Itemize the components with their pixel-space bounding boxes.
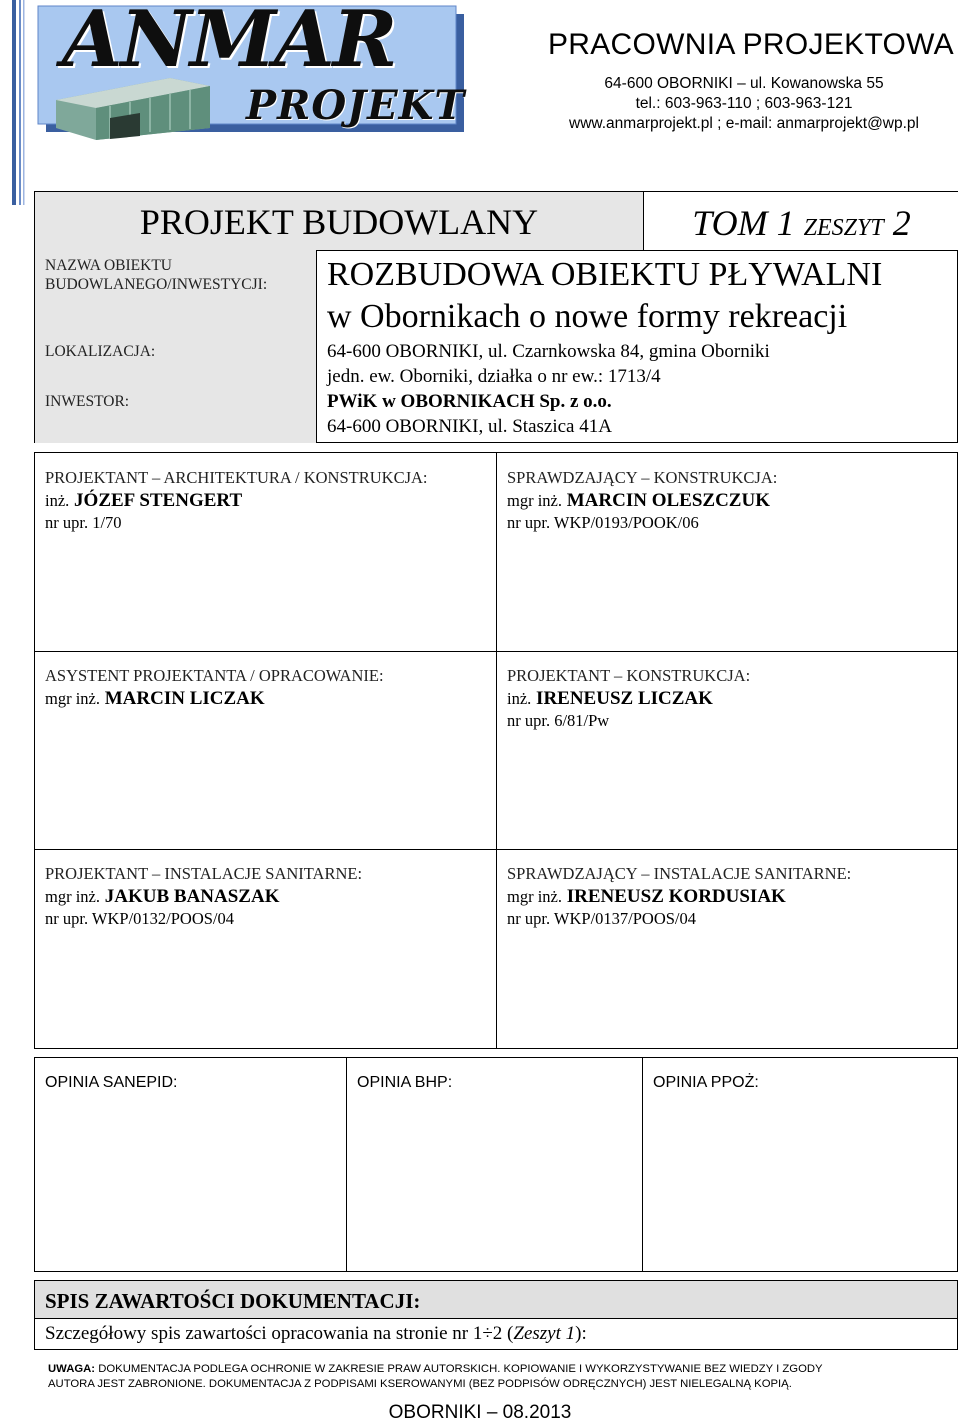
logo-sub: PROJEKT <box>246 82 466 129</box>
person-title: mgr inż. <box>45 887 100 906</box>
documentation-contents <box>34 1280 958 1350</box>
person-name: IRENEUSZ KORDUSIAK <box>566 886 786 907</box>
contents-text <box>45 1321 587 1347</box>
grid-divider-1 <box>35 651 957 652</box>
label-location: LOKALIZACJA: <box>45 343 156 360</box>
person-cell <box>45 863 362 930</box>
project-title-table <box>34 191 958 443</box>
person-role: PROJEKTANT – INSTALACJE SANITARNE: <box>45 864 363 883</box>
volume-zeszyt-label: ZESZYT <box>803 215 884 241</box>
company-name: PRACOWNIA PROJEKTOWA <box>547 28 954 61</box>
person-role: PROJEKTANT – KONSTRUKCJA: <box>507 666 751 685</box>
label-investor: INWESTOR: <box>45 393 130 410</box>
person-license: nr upr. 1/70 <box>45 513 122 532</box>
person-role: ASYSTENT PROJEKTANTA / OPRACOWANIE: <box>45 666 384 685</box>
grid-divider-2 <box>35 849 957 850</box>
person-name: JAKUB BANASZAK <box>104 886 280 907</box>
person-name: MARCIN OLESZCZUK <box>566 490 770 511</box>
opinions-row <box>34 1057 958 1272</box>
title-row <box>35 192 957 251</box>
person-license: nr upr. WKP/0137/POOS/04 <box>507 909 697 928</box>
warning-line2: AUTORA JEST ZABRONIONE. DOKUMENTACJA Z PODPISAMI KSEROWANYMI (BEZ PODPISÓW ODRĘCZNYCH) JEST NIELEGALNĄ KOPIĄ. <box>48 1378 792 1390</box>
location-line2: jedn. ew. Oborniki, działka o nr ew.: 1713/4 <box>327 366 661 387</box>
opinion-bhp: OPINIA BHP: <box>347 1058 643 1271</box>
company-info <box>494 28 954 134</box>
company-web: www.anmarprojekt.pl ; e-mail: anmarprojekt@wp.pl <box>569 115 919 132</box>
logo-brand: ANMAR <box>62 0 396 85</box>
person-license: nr upr. WKP/0132/POOS/04 <box>45 909 235 928</box>
person-role: SPRAWDZAJĄCY – KONSTRUKCJA: <box>507 468 778 487</box>
company-address: 64-600 OBORNIKI – ul. Kowanowska 55 <box>604 75 884 92</box>
person-title: inż. <box>507 689 532 708</box>
warning-label: UWAGA: <box>48 1363 96 1375</box>
person-role: SPRAWDZAJĄCY – INSTALACJE SANITARNE: <box>507 864 852 883</box>
contents-text-end: ): <box>575 1323 587 1344</box>
contents-heading: SPIS ZAWARTOŚCI DOKUMENTACJI: <box>35 1281 957 1319</box>
person-name: IRENEUSZ LICZAK <box>536 688 713 709</box>
document-type: PROJEKT BUDOWLANY <box>139 202 539 242</box>
label-object-line2: BUDOWLANEGO/INWESTYCJI: <box>45 276 268 293</box>
location-line1: 64-600 OBORNIKI, ul. Czarnkowska 84, gmina Oborniki <box>327 341 770 362</box>
person-license: nr upr. WKP/0193/POOK/06 <box>507 513 699 532</box>
person-name: JÓZEF STENGERT <box>74 490 243 511</box>
person-cell <box>45 665 384 710</box>
person-cell <box>507 863 851 930</box>
contents-text-italic: Zeszyt 1 <box>513 1323 576 1344</box>
person-role: PROJEKTANT – ARCHITEKTURA / KONSTRUKCJA: <box>45 468 428 487</box>
investor-line1: PWiK w OBORNIKACH Sp. z o.o. <box>327 391 612 412</box>
volume-info <box>643 192 959 250</box>
person-title: mgr inż. <box>45 689 100 708</box>
warning-line1: DOKUMENTACJA PODLEGA OCHRONIE W ZAKRESIE PRAW AUTORSKICH. KOPIOWANIE I WYKORZYSTYWANIE BEZ WIEDZY I ZGODY <box>95 1363 823 1375</box>
person-title: mgr inż. <box>507 491 562 510</box>
copyright-warning <box>48 1362 948 1392</box>
place-date: OBORNIKI – 08.2013 <box>388 1402 572 1423</box>
opinion-ppoz: OPINIA PPOŻ: <box>653 1074 759 1091</box>
person-title: inż. <box>45 491 70 510</box>
label-object-line1: NAZWA OBIEKTU <box>45 257 172 274</box>
person-cell <box>507 467 777 534</box>
object-name-line2: w Obornikach o nowe formy rekreacji <box>327 298 848 335</box>
person-name: MARCIN LICZAK <box>104 688 265 709</box>
company-phone: tel.: 603-963-110 ; 603-963-121 <box>635 95 853 112</box>
opinion-sanepid: OPINIA SANEPID: <box>35 1058 347 1271</box>
volume-tom: TOM 1 <box>692 203 795 243</box>
object-name-line1: ROZBUDOWA OBIEKTU PŁYWALNI <box>327 256 883 293</box>
contents-text-start: Szczegółowy spis zawartości opracowania na stronie nr 1÷2 ( <box>45 1323 514 1344</box>
person-cell <box>507 665 750 732</box>
labels-column <box>35 250 317 443</box>
grid-divider-vertical <box>496 453 497 1048</box>
volume-zeszyt-number: 2 <box>892 203 911 243</box>
person-cell <box>45 467 428 534</box>
investor-line2: 64-600 OBORNIKI, ul. Staszica 41A <box>327 416 612 437</box>
person-license: nr upr. 6/81/Pw <box>507 711 610 730</box>
values-column <box>327 254 882 439</box>
company-logo <box>10 0 470 205</box>
designers-grid <box>34 452 958 1049</box>
person-title: mgr inż. <box>507 887 562 906</box>
